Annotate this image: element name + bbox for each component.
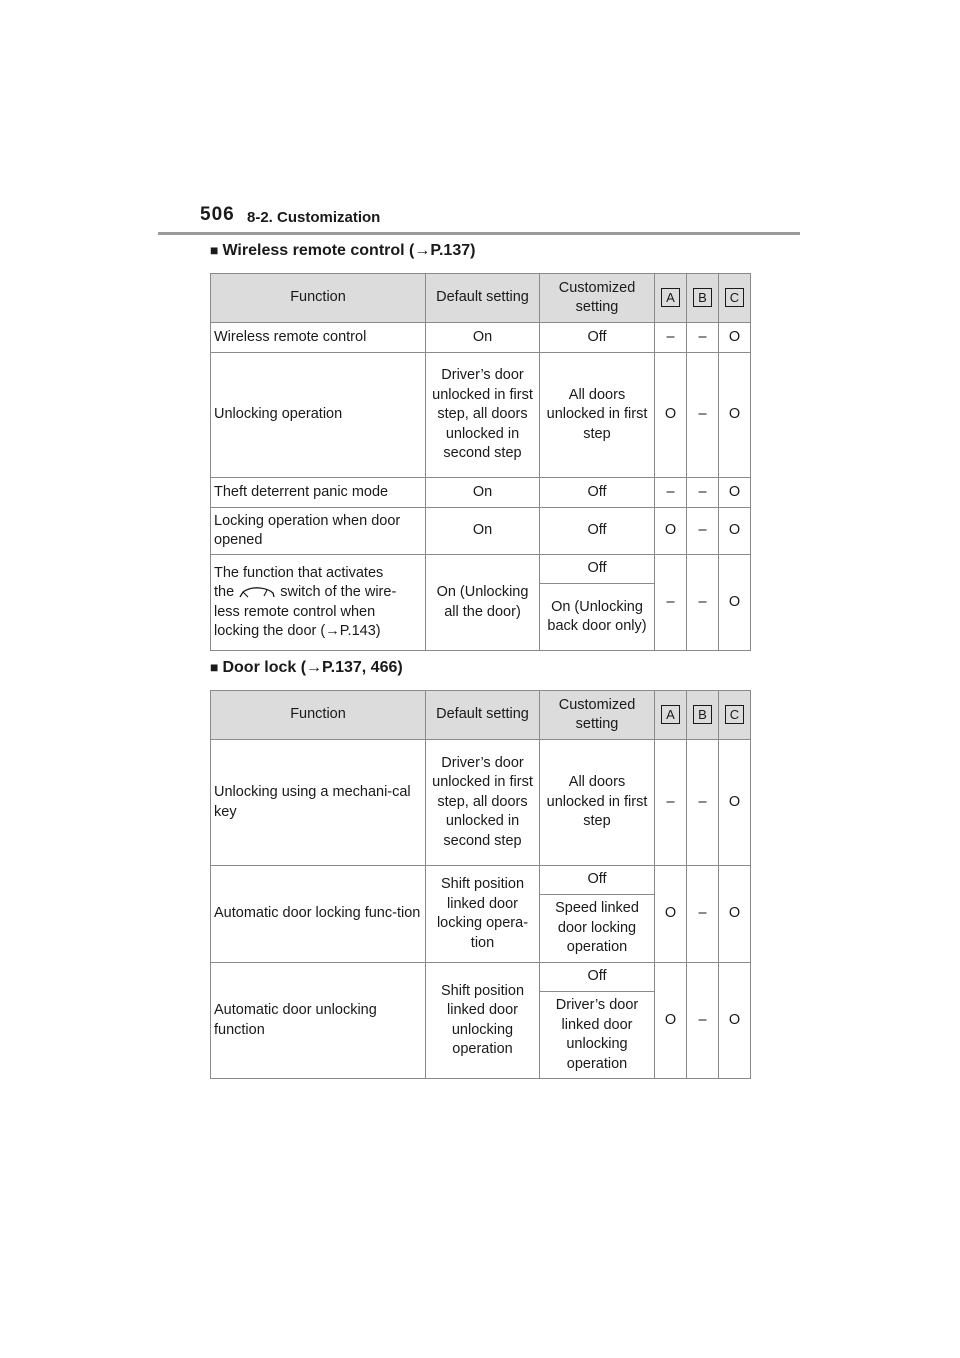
table-row: On (Unlocking back door only) (211, 584, 751, 651)
page-number: 506 (200, 204, 235, 225)
header-c: C (725, 288, 744, 307)
table-header-row (211, 274, 751, 323)
arrow-right-icon: → (325, 623, 340, 639)
header-function: Function (211, 274, 426, 323)
table-row: Speed linked door locking operation (211, 895, 751, 963)
header-custom: Customized setting (540, 274, 655, 323)
header-function: Function (211, 691, 426, 740)
header-rule (158, 232, 800, 235)
header-b: B (693, 288, 712, 307)
table-row: Automatic door unlocking function Shift position linked door unlocking operation Off O – O (211, 963, 751, 992)
square-bullet-icon: ■ (210, 659, 219, 675)
header-a: A (661, 705, 680, 724)
car-outline-icon (238, 585, 276, 599)
header-b: B (693, 705, 712, 724)
page-ref-link[interactable]: P.137, 466) (322, 659, 403, 676)
header-custom: Customized setting (540, 691, 655, 740)
table-row: Unlocking operation Driver’s door unlocked in first step, all doors unlocked in second step All doors unlocked in first step O – O (211, 353, 751, 478)
chapter-title: 8-2. Customization (247, 209, 381, 226)
arrow-right-icon: → (414, 242, 431, 259)
square-bullet-icon: ■ (210, 242, 219, 258)
page-ref-link[interactable]: P.137) (430, 242, 476, 259)
table-row: Unlocking using a mechani-cal key Driver’s door unlocked in first step, all doors unlocked in second step All doors unlocked in first step – – O (211, 740, 751, 866)
table-row: Automatic door locking func-tion Shift position linked door locking opera-tion Off O – O (211, 866, 751, 895)
table-row: Theft deterrent panic mode On Off – – O (211, 478, 751, 508)
table-row: Locking operation when door opened On Off O – O (211, 508, 751, 555)
header-c: C (725, 705, 744, 724)
header-default: Default setting (426, 691, 540, 740)
wireless-remote-table (210, 273, 751, 651)
section-title-door-lock: ■ Door lock (→P.137, 466) (210, 659, 403, 676)
table-row: Driver’s door linked door unlocking operation (211, 992, 751, 1079)
door-lock-table (210, 690, 751, 1079)
page-header (200, 204, 800, 234)
table-row: The function that activates the switch of the wire-less remote control when locking the door (→P.143) On (Unlocking all the door) Off – – O (211, 555, 751, 584)
arrow-right-icon: → (306, 659, 323, 676)
section-title-wireless-remote: ■ Wireless remote control (→P.137) (210, 242, 476, 259)
header-default: Default setting (426, 274, 540, 323)
header-a: A (661, 288, 680, 307)
table-row: Wireless remote control On Off – – O (211, 323, 751, 353)
page-ref-link[interactable]: P.143) (339, 623, 381, 639)
table-header-row (211, 691, 751, 740)
